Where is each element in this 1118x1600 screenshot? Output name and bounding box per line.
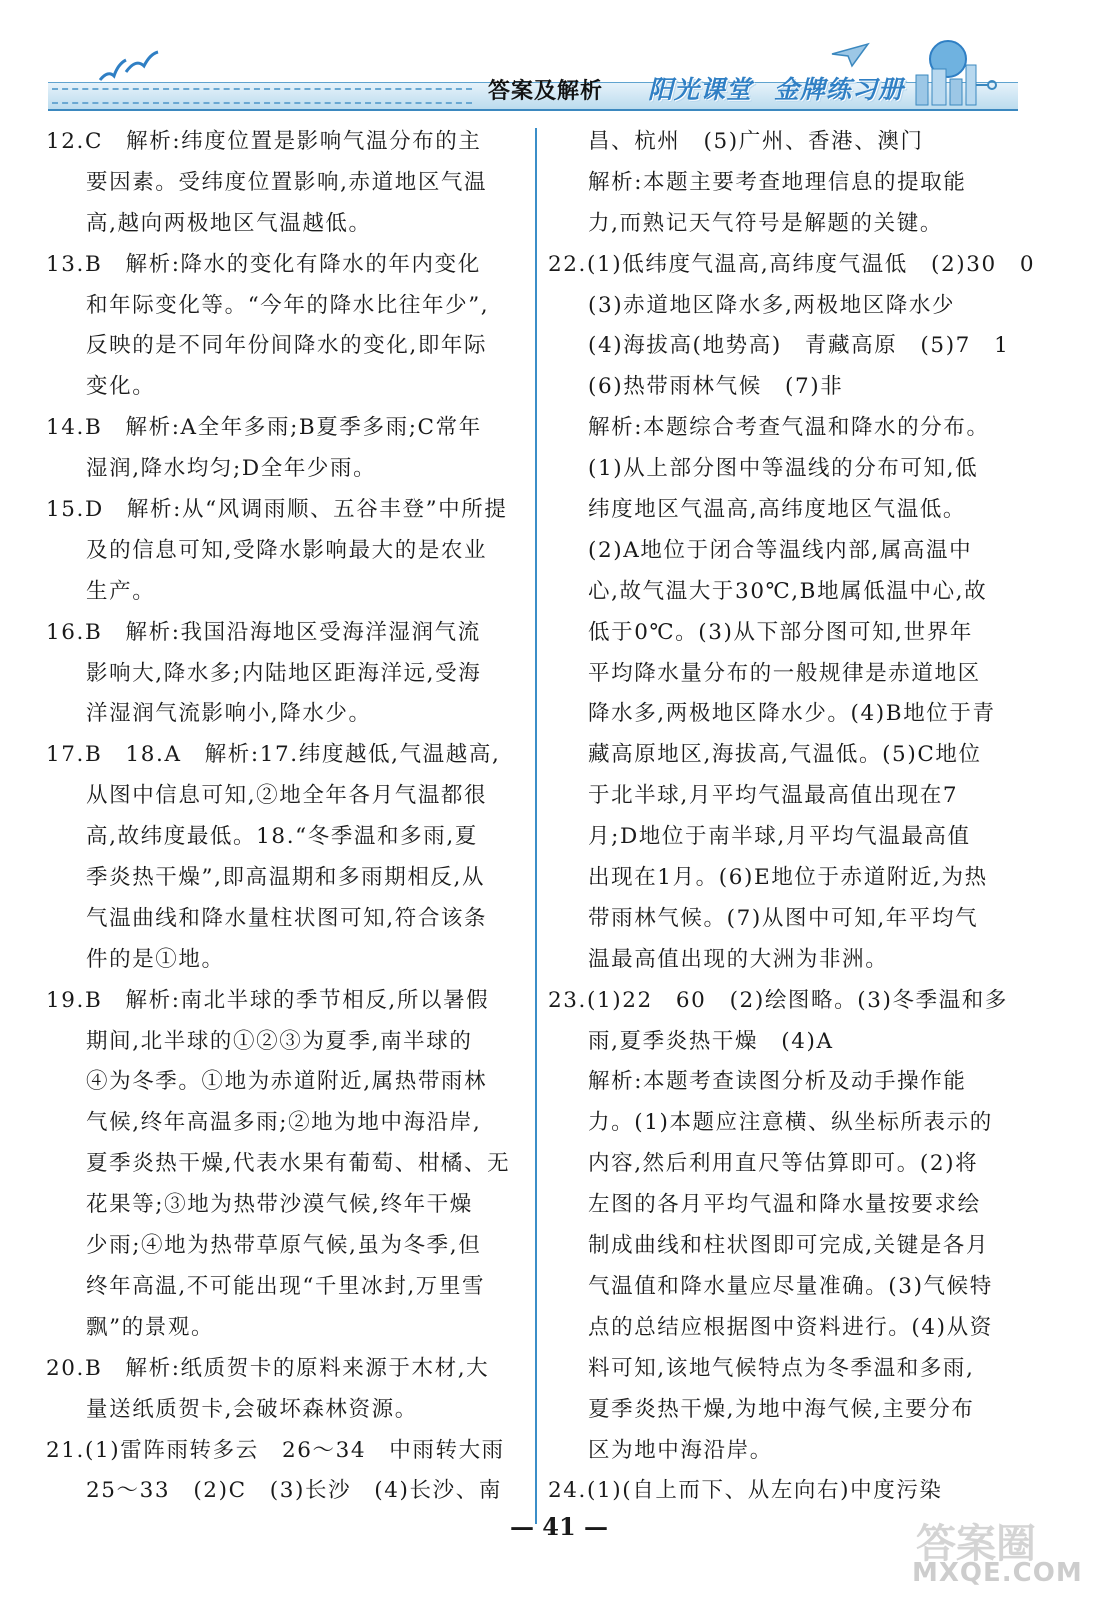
- text-line: 15.D 解析:从“风调雨顺、五谷丰登”中所提: [46, 497, 508, 523]
- text-line: 降水多,两极地区降水少。(4)B地位于青: [588, 701, 996, 727]
- text-line: 温最高值出现的大洲为非洲。: [588, 946, 889, 972]
- text-line: 变化。: [86, 374, 156, 400]
- text-line: ④为冬季。①地为赤道附近,属热带雨林: [86, 1069, 488, 1095]
- text-line: 14.B 解析:A全年多雨;B夏季多雨;C常年: [46, 415, 482, 441]
- text-line: 雨,夏季炎热干燥 (4)A: [588, 1028, 834, 1054]
- brand-title: [648, 70, 904, 106]
- text-line: (3)赤道地区降水多,两极地区降水少: [588, 292, 956, 318]
- text-line: (6)热带雨林气候 (7)非: [588, 374, 844, 400]
- text-line: 纬度地区气温高,高纬度地区气温低。: [588, 497, 967, 523]
- text-line: 19.B 解析:南北半球的季节相反,所以暑假: [46, 987, 490, 1013]
- text-line: 洋湿润气流影响小,降水少。: [86, 701, 372, 727]
- watermark-bottom-text: MXQE.COM: [912, 1558, 1083, 1588]
- text-line: 17.B 18.A 解析:17.纬度越低,气温越高,: [46, 742, 501, 768]
- header-dashed-decoration: [52, 88, 472, 104]
- text-line: 料可知,该地气候特点为冬季温和多雨,: [588, 1355, 975, 1381]
- text-line: 飘”的景观。: [86, 1314, 215, 1340]
- text-line: 件的是①地。: [86, 946, 225, 972]
- right-column: [548, 122, 1036, 1512]
- text-line: 气温曲线和降水量柱状图可知,符合该条: [86, 905, 488, 931]
- text-line: 气温值和降水量应尽量准确。(3)气候特: [588, 1273, 993, 1299]
- text-line: 13.B 解析:降水的变化有降水的年内变化: [46, 251, 481, 277]
- watermark-top-text: 答案圈: [916, 1521, 1036, 1567]
- text-line: 月;D地位于南半球,月平均气温最高值: [588, 824, 971, 850]
- text-line: 终年高温,不可能出现“千里冰封,万里雪: [86, 1273, 486, 1299]
- brand-part-1: 阳光课堂: [648, 75, 753, 104]
- text-line: 低于0℃。(3)从下部分图可知,世界年: [588, 619, 973, 645]
- text-line: 高,故纬度最低。18.“冬季温和多雨,夏: [86, 824, 478, 850]
- page-header: [0, 0, 1118, 125]
- text-line: 期间,北半球的①②③为夏季,南半球的: [86, 1028, 473, 1054]
- text-line: 要因素。受纬度位置影响,赤道地区气温: [86, 169, 488, 195]
- text-line: 24.(1)(自上而下、从左向右)中度污染: [548, 1478, 943, 1504]
- text-line: 夏季炎热干燥,为地中海气候,主要分布: [588, 1396, 975, 1422]
- text-line: 22.(1)低纬度气温高,高纬度气温低 (2)30 0: [548, 251, 1036, 277]
- text-line: 于北半球,月平均气温最高值出现在7: [588, 783, 959, 809]
- text-line: 气候,终年高温多雨;②地为地中海沿岸,: [86, 1110, 482, 1136]
- text-line: 湿润,降水均匀;D全年少雨。: [86, 456, 377, 482]
- text-line: 内容,然后利用直尺等估算即可。(2)将: [588, 1151, 979, 1177]
- text-line: 影响大,降水多;内陆地区距海洋远,受海: [86, 660, 482, 686]
- text-line: 区为地中海沿岸。: [588, 1437, 773, 1463]
- text-line: (4)海拔高(地势高) 青藏高原 (5)7 1: [588, 333, 1010, 359]
- text-line: 带雨林气候。(7)从图中可知,年平均气: [588, 905, 979, 931]
- text-line: 制成曲线和柱状图即可完成,关键是各月: [588, 1233, 990, 1259]
- text-line: 量送纸质贺卡,会破坏森林资源。: [86, 1396, 418, 1422]
- text-line: 点的总结应根据图中资料进行。(4)从资: [588, 1314, 993, 1340]
- text-line: 高,越向两极地区气温越低。: [86, 210, 372, 236]
- text-line: 力。(1)本题应注意横、纵坐标所表示的: [588, 1110, 993, 1136]
- text-line: 反映的是不同年份间降水的变化,即年际: [86, 333, 488, 359]
- text-line: 少雨;④地为热带草原气候,虽为冬季,但: [86, 1233, 482, 1259]
- text-line: 出现在1月。(6)E地位于赤道附近,为热: [588, 865, 988, 891]
- birds-icon: [96, 50, 176, 90]
- text-line: 解析:本题主要考查地理信息的提取能: [588, 169, 967, 195]
- text-line: 昌、杭州 (5)广州、香港、澳门: [588, 129, 924, 154]
- text-line: 心,故气温大于30℃,B地属低温中心,故: [588, 578, 988, 604]
- text-line: 左图的各月平均气温和降水量按要求绘: [588, 1192, 981, 1218]
- text-line: (1)从上部分图中等温线的分布可知,低: [588, 456, 979, 482]
- text-line: 藏高原地区,海拔高,气温低。(5)C地位: [588, 742, 982, 768]
- text-line: 解析:本题考查读图分析及动手操作能: [588, 1069, 967, 1095]
- text-line: (2)A地位于闭合等温线内部,属高温中: [588, 537, 973, 563]
- text-line: 平均降水量分布的一般规律是赤道地区: [588, 660, 981, 686]
- paper-plane-icon: [830, 40, 870, 70]
- text-line: 23.(1)22 60 (2)绘图略。(3)冬季温和多: [548, 987, 1008, 1013]
- page-number: — 41 —: [509, 1512, 609, 1541]
- text-line: 20.B 解析:纸质贺卡的原料来源于木材,大: [46, 1355, 490, 1381]
- text-line: 21.(1)雷阵雨转多云 26～34 中雨转大雨: [46, 1437, 505, 1463]
- globe-city-decoration-icon: [900, 35, 1010, 110]
- text-line: 力,而熟记天气符号是解题的关键。: [588, 210, 943, 236]
- text-line: 16.B 解析:我国沿海地区受海洋湿润气流: [46, 619, 481, 645]
- text-line: 生产。: [86, 578, 156, 604]
- watermark-logo: [896, 1512, 1106, 1592]
- text-line: 解析:本题综合考查气温和降水的分布。: [588, 415, 990, 441]
- text-line: 夏季炎热干燥,代表水果有葡萄、柑橘、无: [86, 1151, 511, 1177]
- column-divider: [535, 128, 537, 1524]
- left-column: [46, 122, 520, 1512]
- text-line: 及的信息可知,受降水影响最大的是农业: [86, 537, 488, 563]
- brand-part-2: 金牌练习册: [774, 75, 905, 104]
- text-line: 12.C 解析:纬度位置是影响气温分布的主: [46, 129, 482, 154]
- text-line: 从图中信息可知,②地全年各月气温都很: [86, 783, 488, 809]
- text-line: 季炎热干燥”,即高温期和多雨期相反,从: [86, 865, 486, 891]
- text-line: 花果等;③地为热带沙漠气候,终年干燥: [86, 1192, 473, 1218]
- header-title: 答案及解析: [488, 79, 604, 104]
- text-line: 25～33 (2)C (3)长沙 (4)长沙、南: [86, 1478, 502, 1504]
- text-line: 和年际变化等。“今年的降水比往年少”,: [86, 292, 490, 318]
